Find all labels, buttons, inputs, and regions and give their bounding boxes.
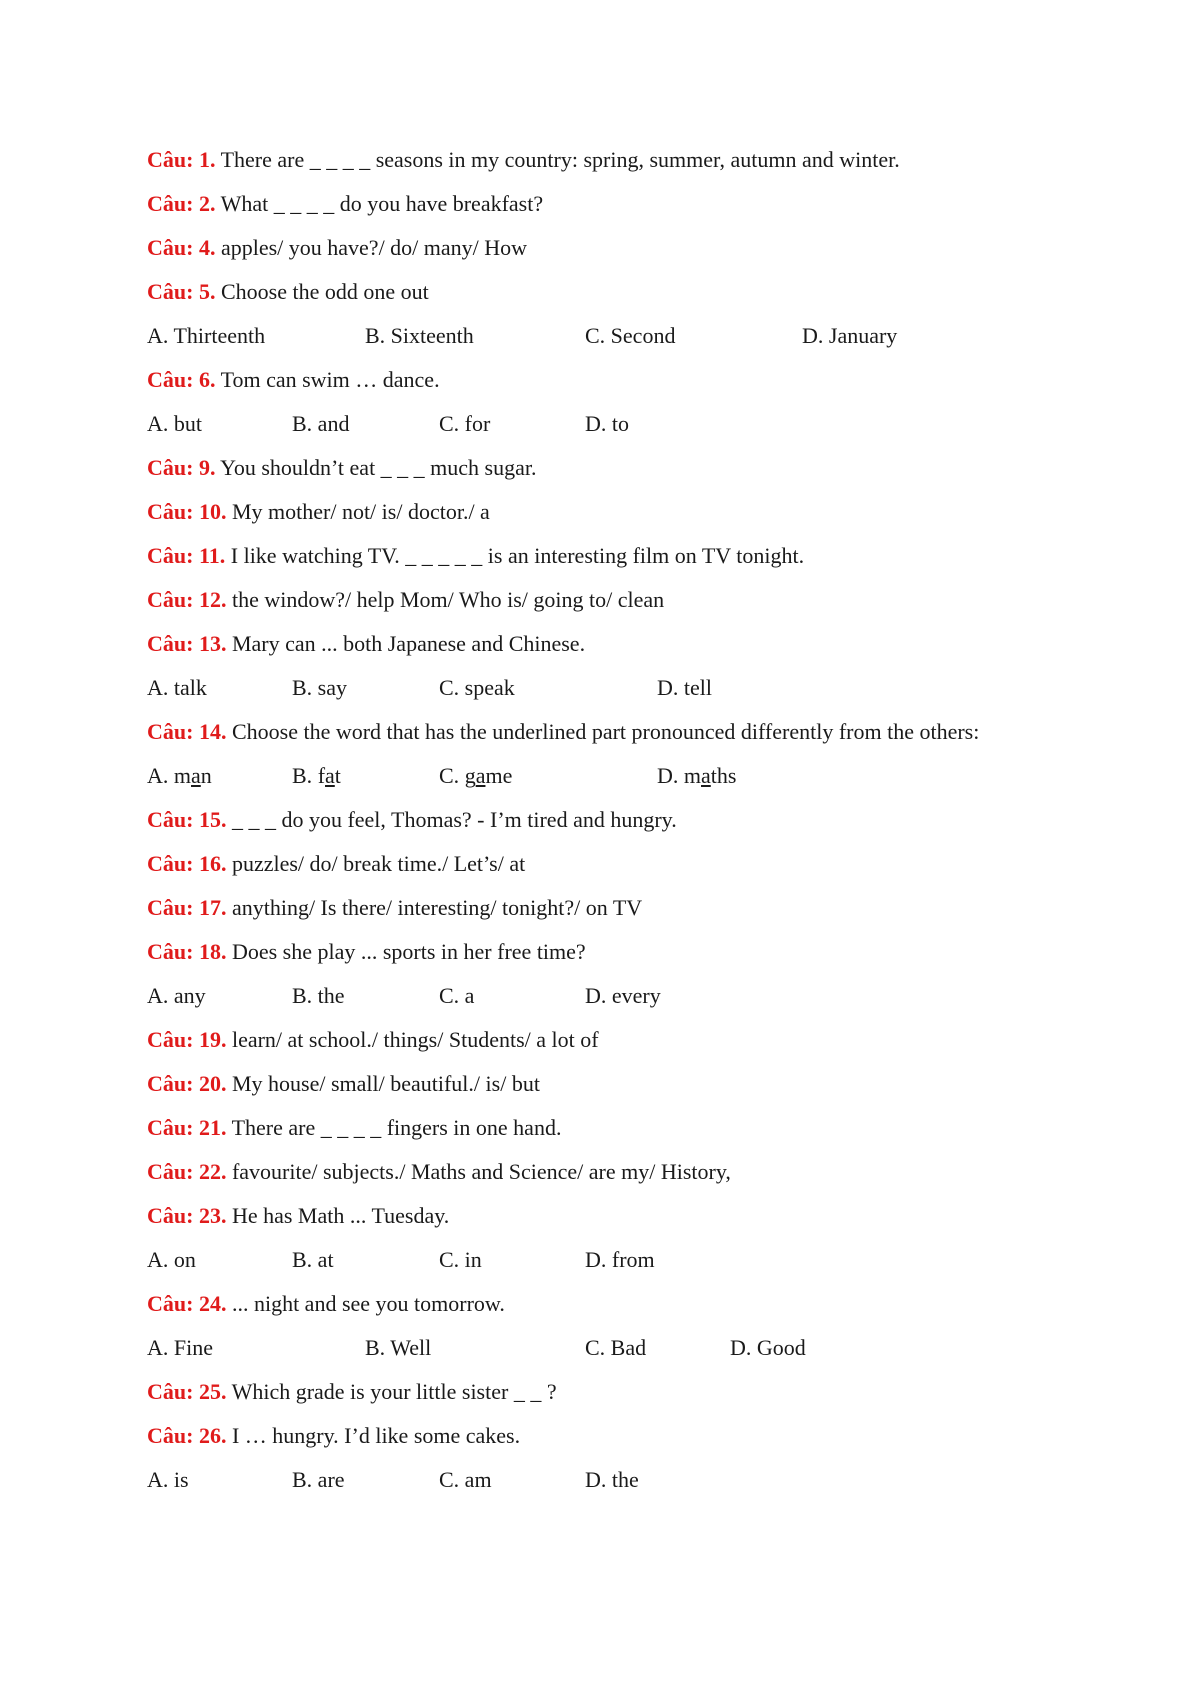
question-text: the window?/ help Mom/ Who is/ going to/ clean: [231, 587, 665, 612]
answer-options: [147, 1465, 1027, 1495]
option-b: B. Sixteenth: [365, 323, 474, 348]
question-text: puzzles/ do/ break time./ Let’s/ at: [231, 851, 526, 876]
question-17: [147, 893, 1027, 923]
question-label: Câu: 23.: [147, 1203, 227, 1228]
question-label: Câu: 17.: [147, 895, 227, 920]
question-text: Mary can ... both Japanese and Chinese.: [231, 631, 586, 656]
option-c: C. am: [439, 1467, 492, 1492]
question-10: [147, 497, 1027, 527]
question-label: Câu: 15.: [147, 807, 227, 832]
question-label: Câu: 2.: [147, 191, 216, 216]
question-text: My mother/ not/ is/ doctor./ a: [231, 499, 490, 524]
option-c: C. a: [439, 983, 475, 1008]
question-20: [147, 1069, 1027, 1099]
question-4: [147, 233, 1027, 263]
question-13: [147, 629, 1027, 659]
option-a: A. on: [147, 1247, 196, 1272]
question-text: Which grade is your little sister _ _ ?: [231, 1379, 557, 1404]
option-a: A. man: [147, 763, 212, 788]
question-label: Câu: 25.: [147, 1379, 227, 1404]
question-23: [147, 1201, 1027, 1231]
question-text: I like watching TV. _ _ _ _ _ is an interesting film on TV tonight.: [230, 543, 805, 568]
question-label: Câu: 1.: [147, 147, 216, 172]
question-text: ... night and see you tomorrow.: [231, 1291, 505, 1316]
option-b: B. the: [292, 983, 345, 1008]
question-label: Câu: 13.: [147, 631, 227, 656]
question-9: [147, 453, 1027, 483]
option-d: D. from: [585, 1247, 655, 1272]
question-text: favourite/ subjects./ Maths and Science/ are my/ History,: [231, 1159, 731, 1184]
question-label: Câu: 14.: [147, 719, 227, 744]
answer-options: [147, 1333, 1027, 1363]
question-text: My house/ small/ beautiful./ is/ but: [231, 1071, 540, 1096]
question-label: Câu: 19.: [147, 1027, 227, 1052]
question-text: He has Math ... Tuesday.: [231, 1203, 450, 1228]
option-b: B. and: [292, 411, 350, 436]
question-label: Câu: 24.: [147, 1291, 227, 1316]
question-label: Câu: 9.: [147, 455, 216, 480]
question-text: Tom can swim … dance.: [220, 367, 440, 392]
question-label: Câu: 26.: [147, 1423, 227, 1448]
answer-options: [147, 321, 1027, 351]
option-a: A. talk: [147, 675, 207, 700]
question-text: What _ _ _ _ do you have breakfast?: [220, 191, 544, 216]
question-label: Câu: 18.: [147, 939, 227, 964]
option-d: D. maths: [657, 763, 737, 788]
question-2: [147, 189, 1027, 219]
underlined-part: a: [191, 763, 201, 788]
question-22: [147, 1157, 1027, 1187]
question-12: [147, 585, 1027, 615]
option-a: A. Fine: [147, 1335, 213, 1360]
question-text: Choose the odd one out: [220, 279, 429, 304]
question-text: apples/ you have?/ do/ many/ How: [220, 235, 528, 260]
question-text: learn/ at school./ things/ Students/ a lot of: [231, 1027, 599, 1052]
option-c: C. speak: [439, 675, 515, 700]
question-label: Câu: 22.: [147, 1159, 227, 1184]
answer-options: [147, 981, 1027, 1011]
option-d: D. the: [585, 1467, 639, 1492]
question-16: [147, 849, 1027, 879]
option-b: B. say: [292, 675, 347, 700]
answer-options: [147, 761, 1027, 791]
question-14: [147, 717, 1027, 747]
option-a: A. is: [147, 1467, 189, 1492]
option-d: D. to: [585, 411, 629, 436]
question-text: I … hungry. I’d like some cakes.: [231, 1423, 521, 1448]
question-24: [147, 1289, 1027, 1319]
question-21: [147, 1113, 1027, 1143]
question-text: There are _ _ _ _ seasons in my country: spring, summer, autumn and winter.: [220, 147, 900, 172]
document-page: [147, 145, 1027, 1509]
option-b: B. fat: [292, 763, 341, 788]
question-6: [147, 365, 1027, 395]
question-1: [147, 145, 1027, 175]
question-label: Câu: 20.: [147, 1071, 227, 1096]
option-a: A. any: [147, 983, 206, 1008]
question-15: [147, 805, 1027, 835]
question-26: [147, 1421, 1027, 1451]
option-c: C. for: [439, 411, 491, 436]
question-text: There are _ _ _ _ fingers in one hand.: [231, 1115, 562, 1140]
option-b: B. at: [292, 1247, 334, 1272]
option-d: D. tell: [657, 675, 712, 700]
option-d: D. January: [802, 323, 898, 348]
question-11: [147, 541, 1027, 571]
question-text: anything/ Is there/ interesting/ tonight?/ on TV: [231, 895, 643, 920]
question-text: You shouldn’t eat _ _ _ much sugar.: [220, 455, 537, 480]
question-label: Câu: 11.: [147, 543, 226, 568]
question-label: Câu: 10.: [147, 499, 227, 524]
option-b: B. are: [292, 1467, 345, 1492]
question-18: [147, 937, 1027, 967]
question-label: Câu: 4.: [147, 235, 216, 260]
answer-options: [147, 1245, 1027, 1275]
option-d: D. every: [585, 983, 661, 1008]
question-text: Does she play ... sports in her free time?: [231, 939, 586, 964]
question-text: _ _ _ do you feel, Thomas? - I’m tired and hungry.: [231, 807, 677, 832]
question-label: Câu: 5.: [147, 279, 216, 304]
question-text: Choose the word that has the underlined part pronounced differently from the others:: [231, 719, 980, 744]
answer-options: [147, 673, 1027, 703]
option-c: C. Bad: [585, 1335, 647, 1360]
option-d: D. Good: [730, 1335, 806, 1360]
question-5: [147, 277, 1027, 307]
option-c: C. Second: [585, 323, 676, 348]
question-label: Câu: 12.: [147, 587, 227, 612]
underlined-part: a: [475, 763, 486, 788]
option-a: A. Thirteenth: [147, 323, 266, 348]
question-19: [147, 1025, 1027, 1055]
question-25: [147, 1377, 1027, 1407]
answer-options: [147, 409, 1027, 439]
question-label: Câu: 16.: [147, 851, 227, 876]
option-a: A. but: [147, 411, 202, 436]
option-b: B. Well: [365, 1335, 432, 1360]
underlined-part: a: [325, 763, 335, 788]
question-label: Câu: 21.: [147, 1115, 227, 1140]
option-c: C. in: [439, 1247, 482, 1272]
underlined-part: a: [701, 763, 711, 788]
question-label: Câu: 6.: [147, 367, 216, 392]
option-c: C. game: [439, 763, 513, 788]
